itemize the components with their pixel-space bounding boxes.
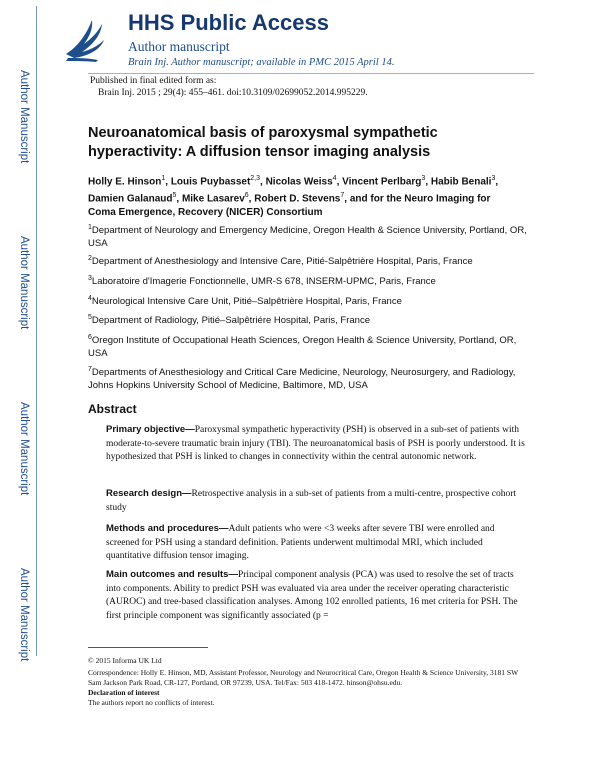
left-margin-rule xyxy=(36,6,37,656)
declaration-heading: Declaration of interest xyxy=(88,688,160,697)
affiliation-6: $^6$Oregon Institute of Occupational Heath Sciences, Oregon Health & Science University, Portland, OR, USA xyxy=(88,334,517,360)
author-name: Nicolas Weiss xyxy=(265,176,333,188)
author-affil: 6 xyxy=(244,191,249,199)
affiliation-2: $^2$Department of Anesthesiology and Intensive Care, Pitié-Salpêtrière Hospital, Paris, France xyxy=(88,255,473,268)
author-name: Robert D. Stevens xyxy=(254,193,341,205)
author-affil: 4 xyxy=(332,175,337,182)
affiliation-3: $^3$Laboratoire d'Imagerie Fonctionnelle, UMR-S 678, INSERM-UPMC, Paris, France xyxy=(88,275,436,288)
author-list-tail: and for the Neuro Imaging for Coma Emergence, Recovery (NICER) Consortium xyxy=(88,193,491,218)
publication-line-1: Published in final edited form as: xyxy=(90,76,217,86)
copyright-line: © 2015 Informa UK Ltd xyxy=(88,656,162,665)
header-title: HHS Public Access xyxy=(128,10,329,35)
publication-line-2: Brain Inj. 2015 ; 29(4): 455–461. doi:10.3109/02699052.2014.995229. xyxy=(98,88,368,98)
footnote-rule xyxy=(88,647,208,648)
abstract-methods: Methods and procedures—Adult patients who were <3 weeks after severe TBI were enrolled and screened for PSH using a standard definition. Patients underwent multimodal MRI, which included quantitative diffusion tensor imaging. xyxy=(106,523,495,561)
affiliation-1: $^1$Department of Neurology and Emergency Medicine, Oregon Health & Science University, Portland, OR, USA xyxy=(88,224,527,250)
side-label-author-manuscript: Author Manuscript xyxy=(18,568,30,662)
author-affil: 5 xyxy=(172,191,177,199)
abstract-research-design: Research design—Retrospective analysis in a sub-set of patients from a multi-centre, prospective cohort study xyxy=(106,488,517,513)
abstract-results: Main outcomes and results—Principal component analysis (PCA) was used to resolve the set of tracts into components. Ability to predict PSH was evaluated via area under the receiver operating characteristic (AUROC) and tree-based classification analyses. Among 102 enrolled patients, 16 met criteria for PSH. The first principle component was significantly associated (p = xyxy=(106,569,518,621)
side-label-author-manuscript: Author Manuscript xyxy=(18,236,30,330)
abstract-heading: Abstract xyxy=(88,402,137,416)
hhs-eagle-logo-icon xyxy=(62,14,108,64)
availability-line: Brain Inj. Author manuscript; available in PMC 2015 April 14. xyxy=(128,57,395,68)
author-name: Damien Galanaud xyxy=(88,193,173,205)
author-list: Holly E. Hinson$^1$, Louis Puybasset$^{2,3}$, Nicolas Weiss$^4$, Vincent Perlbarg$^3$, Habib Benali$^3$, Damien Galanaud$^5$, Mike Lasarev$^6$, Robert D. Stevens$^7$, and for the Neuro Imaging for Coma Emergence, Recovery (NICER) Consortium xyxy=(88,175,499,218)
side-label-author-manuscript: Author Manuscript xyxy=(18,402,30,496)
affiliation-5: $^5$Department of Radiology, Pitié–Salpêtriére Hospital, Paris, France xyxy=(88,314,370,327)
declaration-text: The authors report no conflicts of interest. xyxy=(88,698,215,707)
author-name: Louis Puybasset xyxy=(170,176,251,188)
author-name: Holly E. Hinson xyxy=(88,176,162,188)
correspondence-note: Correspondence: Holly E. Hinson, MD, Assistant Professor, Neurology and Neurocritical Care, Oregon Health & Science University, 3181 SW Sam Jackson Park Road, CR-127, Portland, OR 97239, USA. Tel/Fax: 503 418-1472. hinson@ohsu.edu. xyxy=(88,668,519,687)
author-affil: 7 xyxy=(340,191,345,199)
author-name: Vincent Perlbarg xyxy=(342,176,422,188)
side-label-author-manuscript: Author Manuscript xyxy=(18,70,30,164)
author-affil: 2,3 xyxy=(250,175,261,182)
author-name: Mike Lasarev xyxy=(181,193,245,205)
article-title: Neuroanatomical basis of paroxysmal sympathetic hyperactivity: A diffusion tensor imaging analysis xyxy=(88,125,438,160)
affiliation-7: $^7$Departments of Anesthesiology and Critical Care Medicine, Neurology, Neurosurgery, and Radiology, Johns Hopkins University School of Medicine, Baltimore, MD, USA xyxy=(88,366,516,392)
author-name: Habib Benali xyxy=(430,176,492,188)
author-affil: 1 xyxy=(161,175,166,182)
affiliation-4: $^4$Neurological Intensive Care Unit, Pitié–Salpêtrière Hospital, Paris, France xyxy=(88,295,402,308)
header-subtitle: Author manuscript xyxy=(128,39,230,54)
abstract-primary-objective: Primary objective—Paroxysmal sympathetic hyperactivity (PSH) is observed in a sub-set of patients with moderate-to-severe traumatic brain injury (TBI). The neuroanatomical basis of PSH is poorly understood. It is hypothesized that PSH is linked to changes in connectivity within the central autonomic network. xyxy=(106,424,525,462)
header-rule xyxy=(88,73,534,74)
author-affil: 3 xyxy=(491,175,496,182)
author-affil: 3 xyxy=(421,175,426,182)
